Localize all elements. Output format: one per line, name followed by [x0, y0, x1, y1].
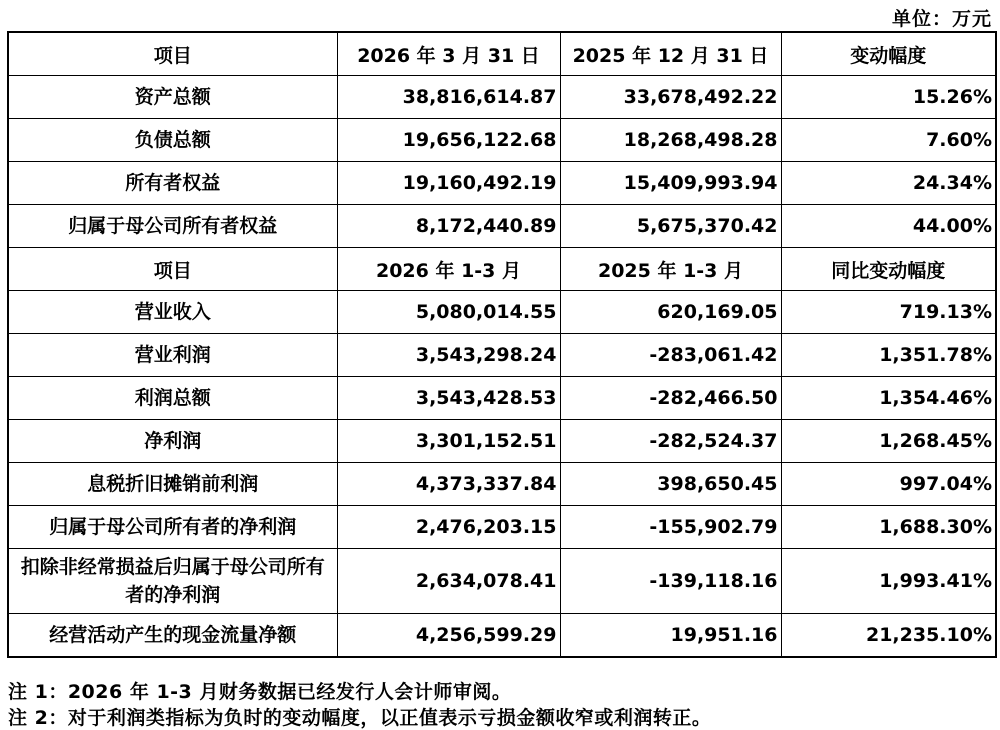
- row-label: 经营活动产生的现金流量净额: [8, 614, 337, 658]
- change-cell: 1,268.45%: [781, 420, 996, 463]
- table-row: [8, 549, 996, 614]
- value-cell: 18,268,498.28: [560, 119, 781, 162]
- value-cell: -139,118.16: [560, 549, 781, 614]
- change-cell: 719.13%: [781, 291, 996, 334]
- row-label: 息税折旧摊销前利润: [8, 463, 337, 506]
- change-cell: 997.04%: [781, 463, 996, 506]
- row-label: 资产总额: [8, 76, 337, 119]
- value-cell: 5,080,014.55: [337, 291, 560, 334]
- change-cell: 15.26%: [781, 76, 996, 119]
- row-label: 负债总额: [8, 119, 337, 162]
- table-row: [8, 463, 996, 506]
- change-cell: 7.60%: [781, 119, 996, 162]
- value-cell: 19,160,492.19: [337, 162, 560, 205]
- row-label: 利润总额: [8, 377, 337, 420]
- value-cell: 3,543,428.53: [337, 377, 560, 420]
- change-cell: 1,993.41%: [781, 549, 996, 614]
- header-cell-period-2026: 2026 年 1-3 月: [337, 248, 560, 291]
- value-cell: 620,169.05: [560, 291, 781, 334]
- header-cell-date-2025: 2025 年 12 月 31 日: [560, 32, 781, 76]
- table-row: [8, 119, 996, 162]
- header-row-balance: [8, 32, 996, 76]
- value-cell: -282,466.50: [560, 377, 781, 420]
- row-label: 扣除非经常损益后归属于母公司所有者的净利润: [8, 549, 337, 614]
- header-cell-date-2026: 2026 年 3 月 31 日: [337, 32, 560, 76]
- value-cell: 398,650.45: [560, 463, 781, 506]
- change-cell: 44.00%: [781, 205, 996, 248]
- footnote-2: 注 2：对于利润类指标为负时的变动幅度，以正值表示亏损金额收窄或利润转正。: [8, 707, 712, 729]
- row-label: 净利润: [8, 420, 337, 463]
- row-label: 归属于母公司所有者权益: [8, 205, 337, 248]
- value-cell: 19,951.16: [560, 614, 781, 658]
- value-cell: 3,301,152.51: [337, 420, 560, 463]
- financial-summary-table: [7, 31, 997, 658]
- table-row: [8, 205, 996, 248]
- header-cell-item: 项目: [8, 248, 337, 291]
- header-cell-period-2025: 2025 年 1-3 月: [560, 248, 781, 291]
- value-cell: 8,172,440.89: [337, 205, 560, 248]
- change-cell: 21,235.10%: [781, 614, 996, 658]
- value-cell: 2,476,203.15: [337, 506, 560, 549]
- table-row: [8, 162, 996, 205]
- value-cell: 3,543,298.24: [337, 334, 560, 377]
- value-cell: -283,061.42: [560, 334, 781, 377]
- value-cell: -282,524.37: [560, 420, 781, 463]
- change-cell: 1,351.78%: [781, 334, 996, 377]
- table-row: [8, 334, 996, 377]
- table-row: [8, 614, 996, 658]
- value-cell: 38,816,614.87: [337, 76, 560, 119]
- value-cell: 2,634,078.41: [337, 549, 560, 614]
- value-cell: 33,678,492.22: [560, 76, 781, 119]
- row-label: 归属于母公司所有者的净利润: [8, 506, 337, 549]
- row-label: 所有者权益: [8, 162, 337, 205]
- header-row-income: [8, 248, 996, 291]
- value-cell: -155,902.79: [560, 506, 781, 549]
- table-row: [8, 506, 996, 549]
- change-cell: 1,688.30%: [781, 506, 996, 549]
- header-cell-item: 项目: [8, 32, 337, 76]
- footnote-1: 注 1：2026 年 1-3 月财务数据已经发行人会计师审阅。: [8, 681, 512, 703]
- header-cell-change: 变动幅度: [781, 32, 996, 76]
- table-row: [8, 420, 996, 463]
- value-cell: 5,675,370.42: [560, 205, 781, 248]
- table-row: [8, 291, 996, 334]
- row-label: 营业收入: [8, 291, 337, 334]
- unit-label: 单位：万元: [891, 8, 992, 30]
- value-cell: 4,256,599.29: [337, 614, 560, 658]
- change-cell: 1,354.46%: [781, 377, 996, 420]
- value-cell: 19,656,122.68: [337, 119, 560, 162]
- header-cell-yoy-change: 同比变动幅度: [781, 248, 996, 291]
- value-cell: 4,373,337.84: [337, 463, 560, 506]
- table-row: [8, 377, 996, 420]
- change-cell: 24.34%: [781, 162, 996, 205]
- value-cell: 15,409,993.94: [560, 162, 781, 205]
- table-row: [8, 76, 996, 119]
- row-label: 营业利润: [8, 334, 337, 377]
